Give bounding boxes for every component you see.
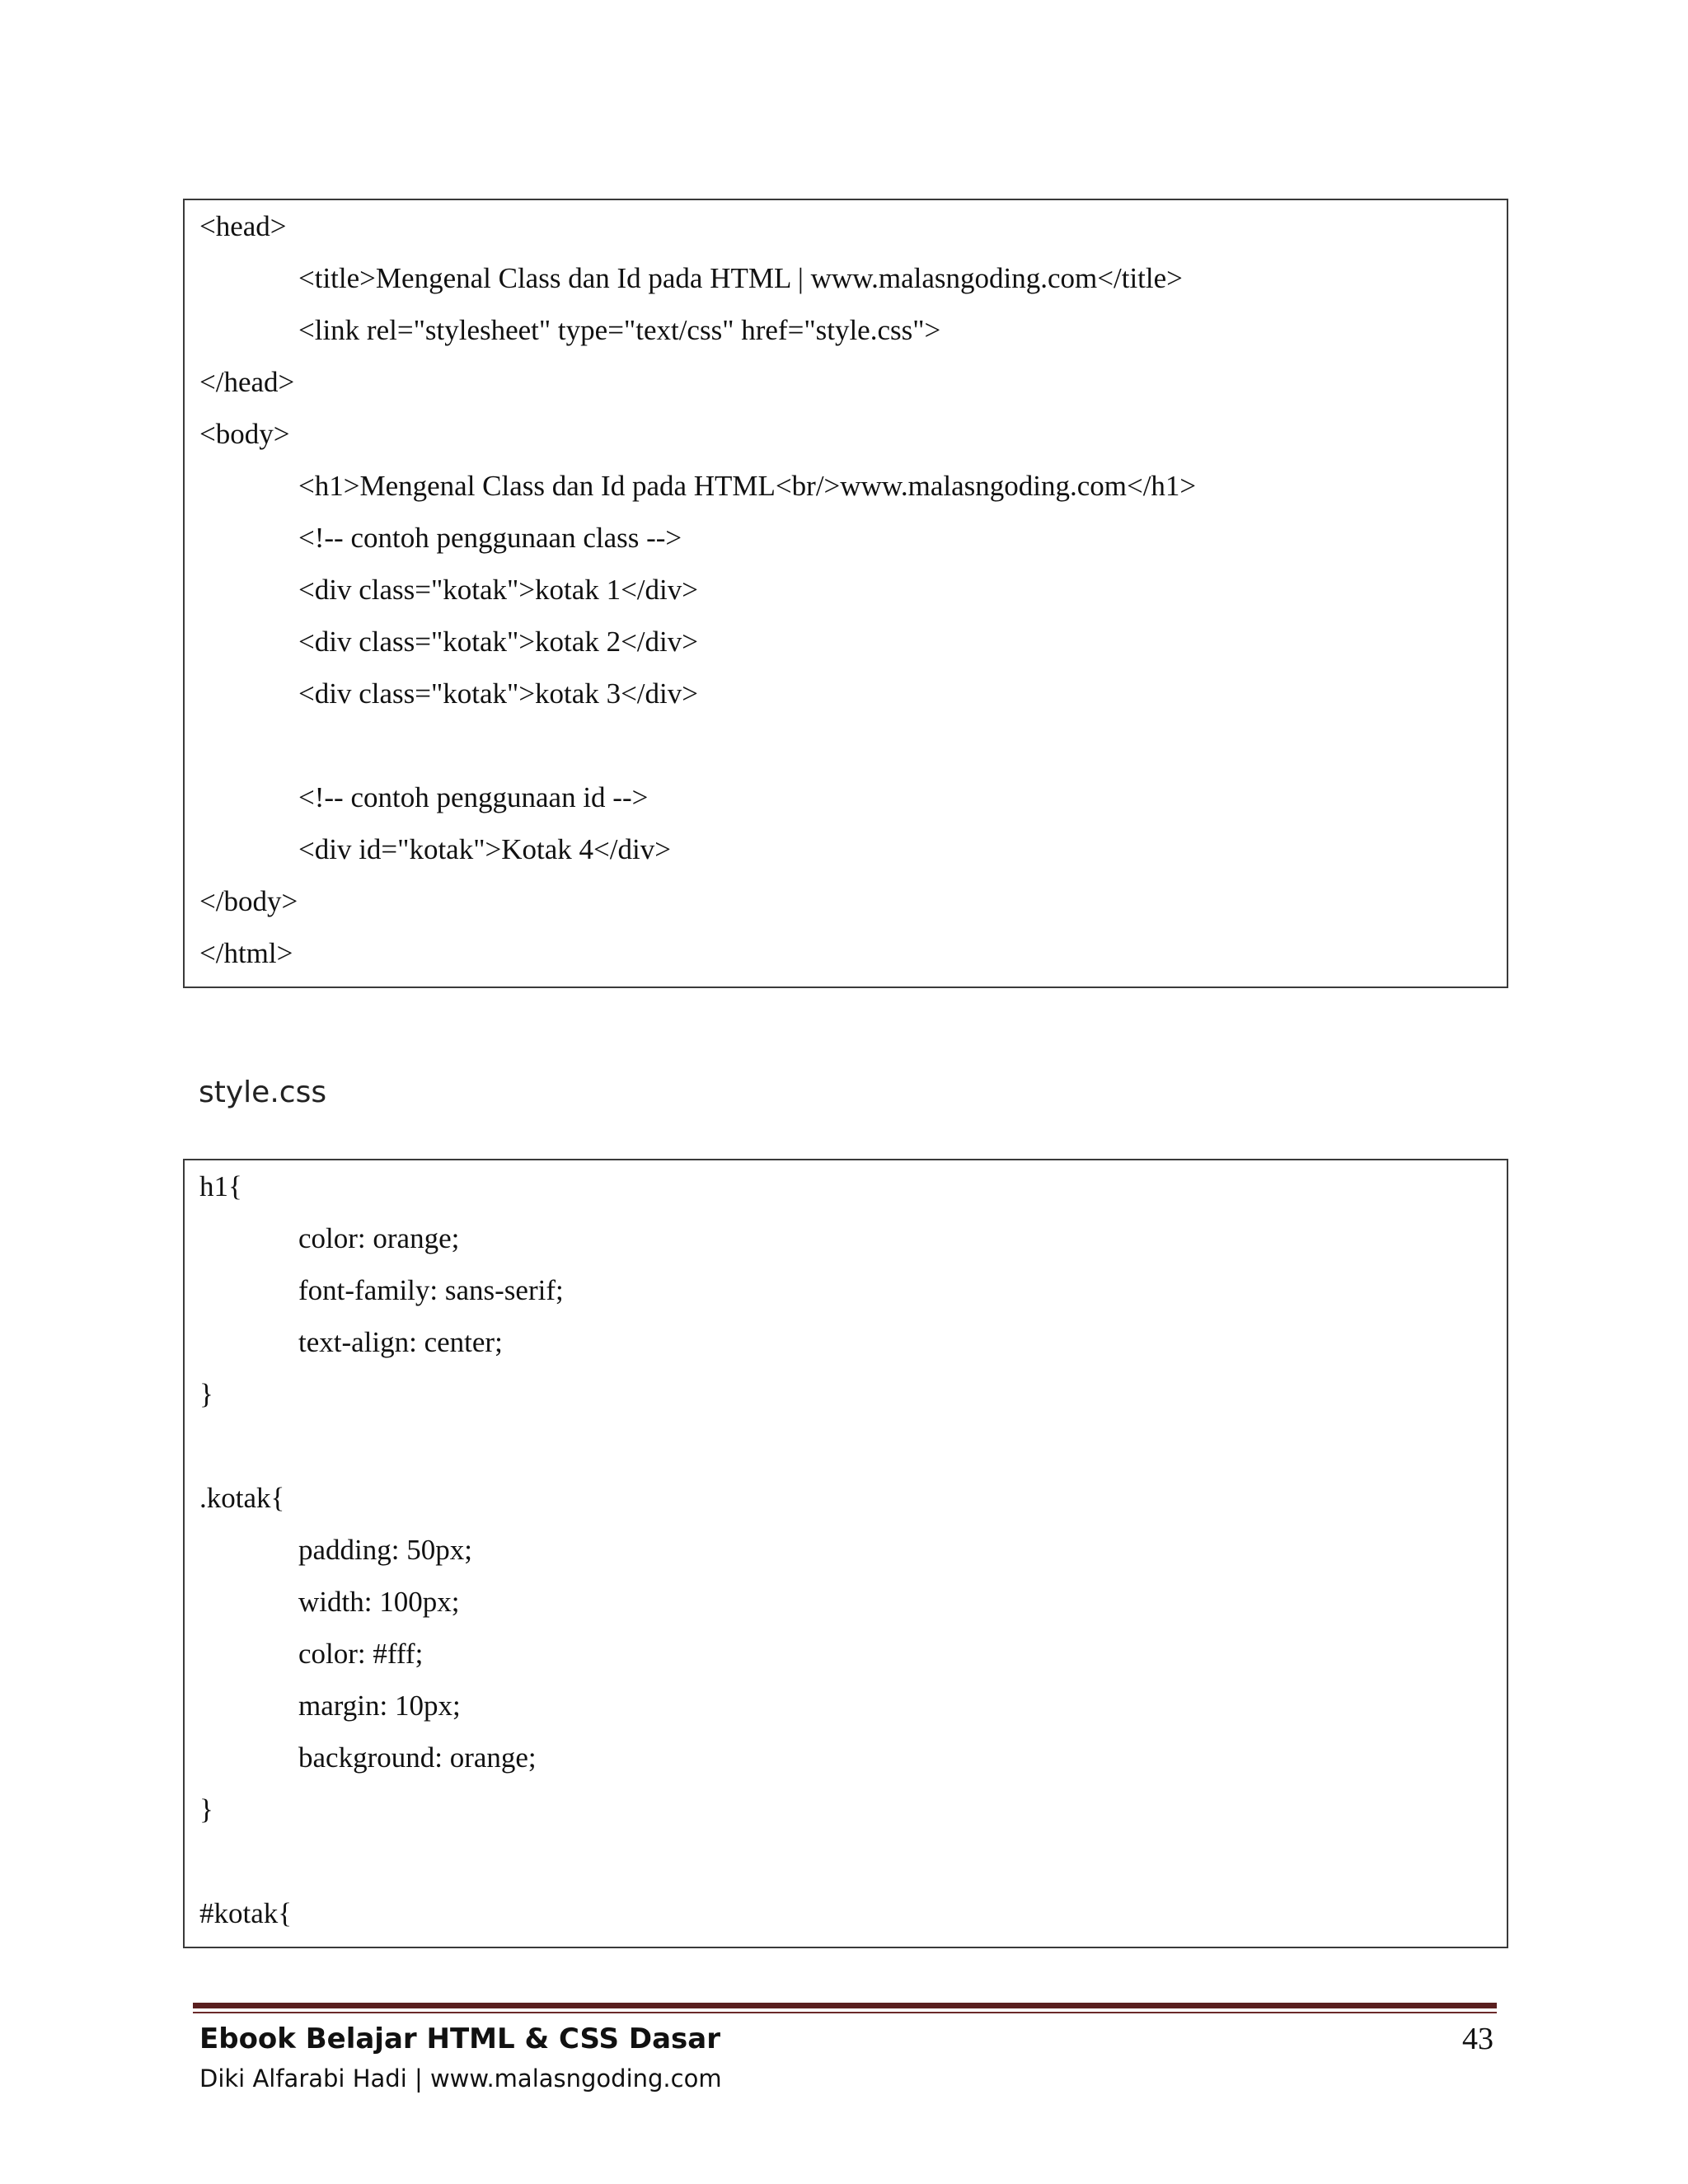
code-line: h1{ bbox=[199, 1170, 242, 1202]
code-line: <div id="kotak">Kotak 4</div> bbox=[298, 833, 671, 865]
footer-rule bbox=[193, 2003, 1497, 2008]
code-line: <h1>Mengenal Class dan Id pada HTML<br/>www.malasngoding.com</h1> bbox=[298, 470, 1197, 502]
code-line: .kotak{ bbox=[199, 1482, 285, 1514]
code-line: font-family: sans-serif; bbox=[298, 1274, 564, 1306]
code-line: padding: 50px; bbox=[298, 1534, 472, 1566]
code-line: </body> bbox=[199, 885, 298, 917]
css-file-label: style.css bbox=[199, 1076, 327, 1109]
html-code-block bbox=[183, 199, 1508, 988]
code-line: } bbox=[199, 1378, 213, 1410]
code-line: <body> bbox=[199, 418, 290, 450]
code-line: <!-- contoh penggunaan class --> bbox=[298, 522, 682, 554]
css-code-block bbox=[183, 1159, 1508, 1948]
footer-rule-thin bbox=[193, 2012, 1497, 2013]
code-line: <link rel="stylesheet" type="text/css" href="style.css"> bbox=[298, 314, 941, 346]
footer-book-title: Ebook Belajar HTML & CSS Dasar bbox=[199, 2022, 720, 2055]
code-line: <!-- contoh penggunaan id --> bbox=[298, 781, 649, 813]
code-line: color: #fff; bbox=[298, 1638, 424, 1670]
code-line: } bbox=[199, 1793, 213, 1825]
code-line: <div class="kotak">kotak 1</div> bbox=[298, 574, 698, 606]
page-number: 43 bbox=[1462, 2022, 1493, 2056]
code-line: color: orange; bbox=[298, 1222, 460, 1254]
code-line: background: orange; bbox=[298, 1741, 537, 1774]
footer-author: Diki Alfarabi Hadi | www.malasngoding.com bbox=[199, 2064, 722, 2093]
code-line: text-align: center; bbox=[298, 1326, 503, 1358]
code-line: </head> bbox=[199, 366, 295, 398]
code-line: <div class="kotak">kotak 2</div> bbox=[298, 626, 698, 658]
code-line: margin: 10px; bbox=[298, 1690, 461, 1722]
code-line: width: 100px; bbox=[298, 1586, 460, 1618]
code-line: </html> bbox=[199, 937, 293, 969]
code-line: <div class="kotak">kotak 3</div> bbox=[298, 677, 698, 710]
code-line: <title>Mengenal Class dan Id pada HTML | www.malasngoding.com</title> bbox=[298, 262, 1183, 294]
code-line: #kotak{ bbox=[199, 1897, 293, 1929]
code-line: <head> bbox=[199, 210, 287, 242]
